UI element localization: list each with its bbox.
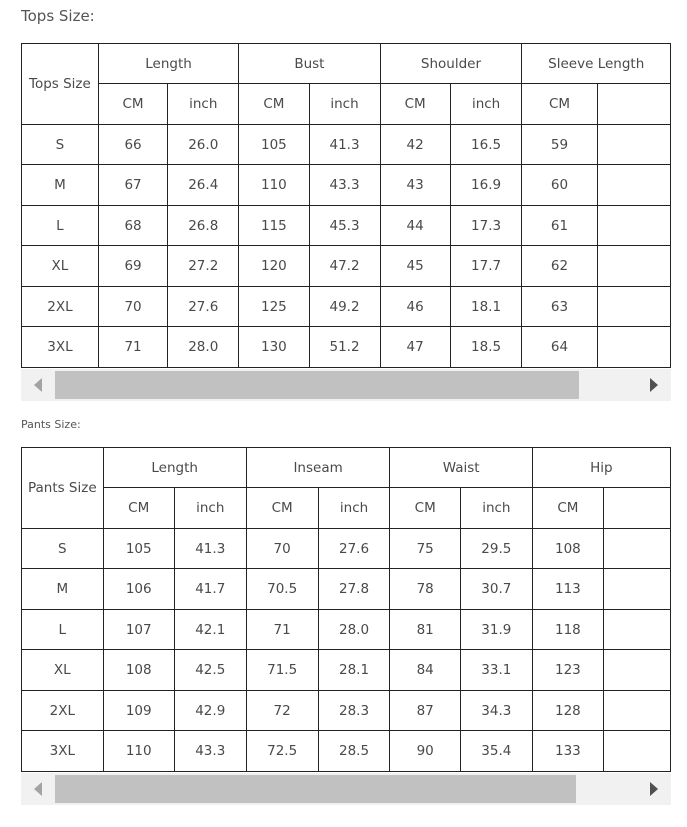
table-cell: 46 [380,287,450,327]
table-cell: 27.6 [318,529,390,569]
table-cell: 18.1 [450,287,522,327]
table-cell: 42.1 [174,610,246,650]
pants-size-label: L [22,610,104,650]
table-cell: 28.0 [168,327,239,368]
scroll-left-arrow-icon [34,378,42,392]
table-cell: 67 [98,165,167,206]
tops-unit-header: inch [450,84,522,125]
table-cell: 70.5 [246,569,318,610]
table-cell: 41.3 [309,125,380,165]
table-cell: 43.3 [309,165,380,206]
pants-size-table-viewport [21,447,671,772]
table-cell: 81 [390,610,460,650]
table-cell: 61 [522,206,597,246]
table-cell: 43.3 [174,731,246,772]
table-cell: 41.3 [174,529,246,569]
table-cell: 105 [103,529,174,569]
table-cell: 33.1 [460,650,532,691]
table-cell: 64 [522,327,597,368]
pants-unit-header: CM [532,488,603,529]
table-row [22,287,671,327]
table-cell: 49.2 [309,287,380,327]
pants-scroll-right-button[interactable] [637,773,671,805]
tops-size-label: M [22,165,99,206]
table-cell: 110 [239,165,309,206]
tops-unit-header: CM [522,84,597,125]
table-cell-hidden [597,165,670,206]
tops-group-header-shoulder: Shoulder [380,44,522,84]
table-cell: 106 [103,569,174,610]
pants-unit-header: CM [390,488,460,529]
pants-unit-header: CM [103,488,174,529]
table-cell: 28.0 [318,610,390,650]
scroll-right-arrow-icon [650,378,658,392]
table-cell: 34.3 [460,691,532,731]
pants-group-header-waist: Waist [390,448,532,488]
table-cell: 113 [532,569,603,610]
table-cell: 27.2 [168,246,239,287]
table-cell: 29.5 [460,529,532,569]
pants-size-table [21,447,671,772]
table-cell: 70 [246,529,318,569]
pants-size-label: 2XL [22,691,104,731]
table-cell: 87 [390,691,460,731]
tops-table-horizontal-scrollbar[interactable] [21,369,671,401]
table-cell: 44 [380,206,450,246]
tops-group-header-sleeve-length: Sleeve Length [522,44,671,84]
table-cell: 120 [239,246,309,287]
table-cell: 62 [522,246,597,287]
pants-size-label: 3XL [22,731,104,772]
pants-unit-header: inch [174,488,246,529]
pants-unit-header: inch [460,488,532,529]
pants-table-horizontal-scrollbar[interactable] [21,773,671,805]
table-cell: 60 [522,165,597,206]
table-cell: 110 [103,731,174,772]
table-cell: 35.4 [460,731,532,772]
table-cell: 42.5 [174,650,246,691]
tops-size-table [21,43,671,368]
tops-size-table-viewport [21,43,671,369]
table-cell: 16.5 [450,125,522,165]
table-row [22,327,671,368]
table-cell: 16.9 [450,165,522,206]
table-cell: 71 [98,327,167,368]
table-cell: 133 [532,731,603,772]
pants-size-label: M [22,569,104,610]
table-cell: 109 [103,691,174,731]
pants-size-title: Pants Size: [21,418,81,431]
table-cell: 71 [246,610,318,650]
pants-unit-header-hidden [603,488,670,529]
table-cell: 75 [390,529,460,569]
table-row [22,691,671,731]
table-cell: 130 [239,327,309,368]
table-cell: 27.8 [318,569,390,610]
table-cell: 45.3 [309,206,380,246]
table-cell: 108 [103,650,174,691]
pants-size-corner-header: Pants Size [22,448,104,529]
pants-scroll-left-button[interactable] [21,773,55,805]
table-cell: 66 [98,125,167,165]
tops-unit-header: inch [309,84,380,125]
tops-scrollbar-thumb[interactable] [55,371,579,399]
table-cell: 51.2 [309,327,380,368]
table-cell: 17.7 [450,246,522,287]
tops-unit-header: CM [239,84,309,125]
tops-unit-header: inch [168,84,239,125]
table-cell: 69 [98,246,167,287]
table-row [22,569,671,610]
table-cell: 63 [522,287,597,327]
table-cell: 45 [380,246,450,287]
table-row [22,529,671,569]
table-cell: 128 [532,691,603,731]
table-cell-hidden [603,610,670,650]
table-cell: 27.6 [168,287,239,327]
table-cell: 31.9 [460,610,532,650]
tops-size-label: XL [22,246,99,287]
table-cell: 72.5 [246,731,318,772]
table-cell: 125 [239,287,309,327]
table-cell-hidden [603,569,670,610]
pants-group-header-inseam: Inseam [246,448,390,488]
table-cell-hidden [603,650,670,691]
table-row [22,206,671,246]
table-cell: 123 [532,650,603,691]
table-cell: 78 [390,569,460,610]
table-cell: 108 [532,529,603,569]
table-cell-hidden [597,246,670,287]
table-cell: 42 [380,125,450,165]
table-cell-hidden [597,125,670,165]
table-cell: 90 [390,731,460,772]
table-cell: 59 [522,125,597,165]
table-cell-hidden [597,327,670,368]
tops-scroll-left-button[interactable] [21,369,55,401]
table-cell: 26.4 [168,165,239,206]
scroll-left-arrow-icon [34,782,42,796]
table-cell: 71.5 [246,650,318,691]
pants-group-header-length: Length [103,448,246,488]
table-cell-hidden [603,691,670,731]
table-cell: 28.1 [318,650,390,691]
tops-unit-header: CM [380,84,450,125]
table-cell-hidden [603,529,670,569]
table-cell: 118 [532,610,603,650]
pants-group-header-hip: Hip [532,448,670,488]
tops-size-label: L [22,206,99,246]
table-cell-hidden [603,731,670,772]
table-row [22,650,671,691]
table-cell: 105 [239,125,309,165]
table-cell: 72 [246,691,318,731]
table-cell: 41.7 [174,569,246,610]
pants-unit-header: inch [318,488,390,529]
table-cell: 47.2 [309,246,380,287]
table-cell: 115 [239,206,309,246]
table-cell-hidden [597,206,670,246]
table-cell: 42.9 [174,691,246,731]
table-cell: 26.0 [168,125,239,165]
table-row [22,246,671,287]
tops-size-corner-header: Tops Size [22,44,99,125]
tops-group-header-bust: Bust [239,44,380,84]
table-row [22,165,671,206]
table-row [22,610,671,650]
table-row [22,125,671,165]
table-row [22,731,671,772]
tops-size-label: S [22,125,99,165]
table-cell: 107 [103,610,174,650]
pants-size-label: XL [22,650,104,691]
table-cell: 68 [98,206,167,246]
table-cell: 18.5 [450,327,522,368]
table-cell-hidden [597,287,670,327]
tops-scroll-right-button[interactable] [637,369,671,401]
tops-unit-header: CM [98,84,167,125]
tops-unit-header-hidden [597,84,670,125]
table-cell: 28.3 [318,691,390,731]
table-cell: 28.5 [318,731,390,772]
table-cell: 43 [380,165,450,206]
table-cell: 26.8 [168,206,239,246]
scroll-right-arrow-icon [650,782,658,796]
tops-group-header-length: Length [98,44,238,84]
table-cell: 17.3 [450,206,522,246]
tops-size-title: Tops Size: [21,7,95,25]
table-cell: 70 [98,287,167,327]
tops-size-label: 2XL [22,287,99,327]
pants-scrollbar-thumb[interactable] [55,775,576,803]
table-cell: 84 [390,650,460,691]
table-cell: 30.7 [460,569,532,610]
pants-size-label: S [22,529,104,569]
tops-size-label: 3XL [22,327,99,368]
table-cell: 47 [380,327,450,368]
pants-unit-header: CM [246,488,318,529]
